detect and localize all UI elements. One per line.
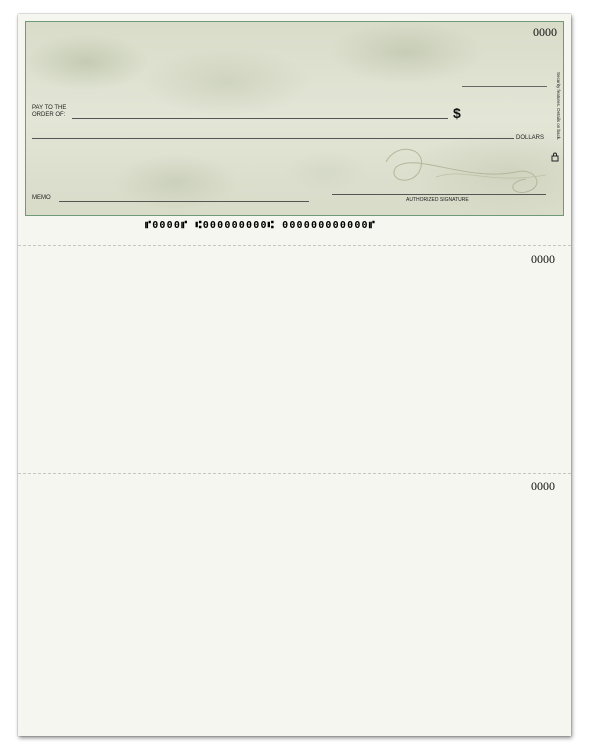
dollar-sign: $ <box>453 105 461 121</box>
dollars-label: DOLLARS <box>516 135 545 141</box>
check-sheet <box>18 14 571 736</box>
pay-to-label-line2: ORDER OF: <box>32 112 66 118</box>
padlock-icon <box>551 152 559 162</box>
stub-number-2: 0000 <box>531 479 555 493</box>
pay-to-label-line1: PAY TO THE <box>32 105 67 111</box>
check-number: 0000 <box>533 25 557 39</box>
stub-number-1: 0000 <box>531 252 555 266</box>
signature-label: AUTHORIZED SIGNATURE <box>406 197 469 203</box>
date-line <box>462 86 547 87</box>
check-face <box>25 21 564 216</box>
payee-line <box>72 118 448 119</box>
signature-line <box>332 194 546 195</box>
signature-flourish-icon <box>376 137 556 197</box>
memo-label: MEMO <box>32 195 51 201</box>
memo-line <box>59 201 309 202</box>
security-features-text: Security features. Details on back. <box>556 72 561 141</box>
perforation-1 <box>18 245 571 246</box>
micr-line: ⑈0000⑈ ⑆000000000⑆ 000000000000⑈ <box>145 220 376 231</box>
perforation-2 <box>18 473 571 474</box>
